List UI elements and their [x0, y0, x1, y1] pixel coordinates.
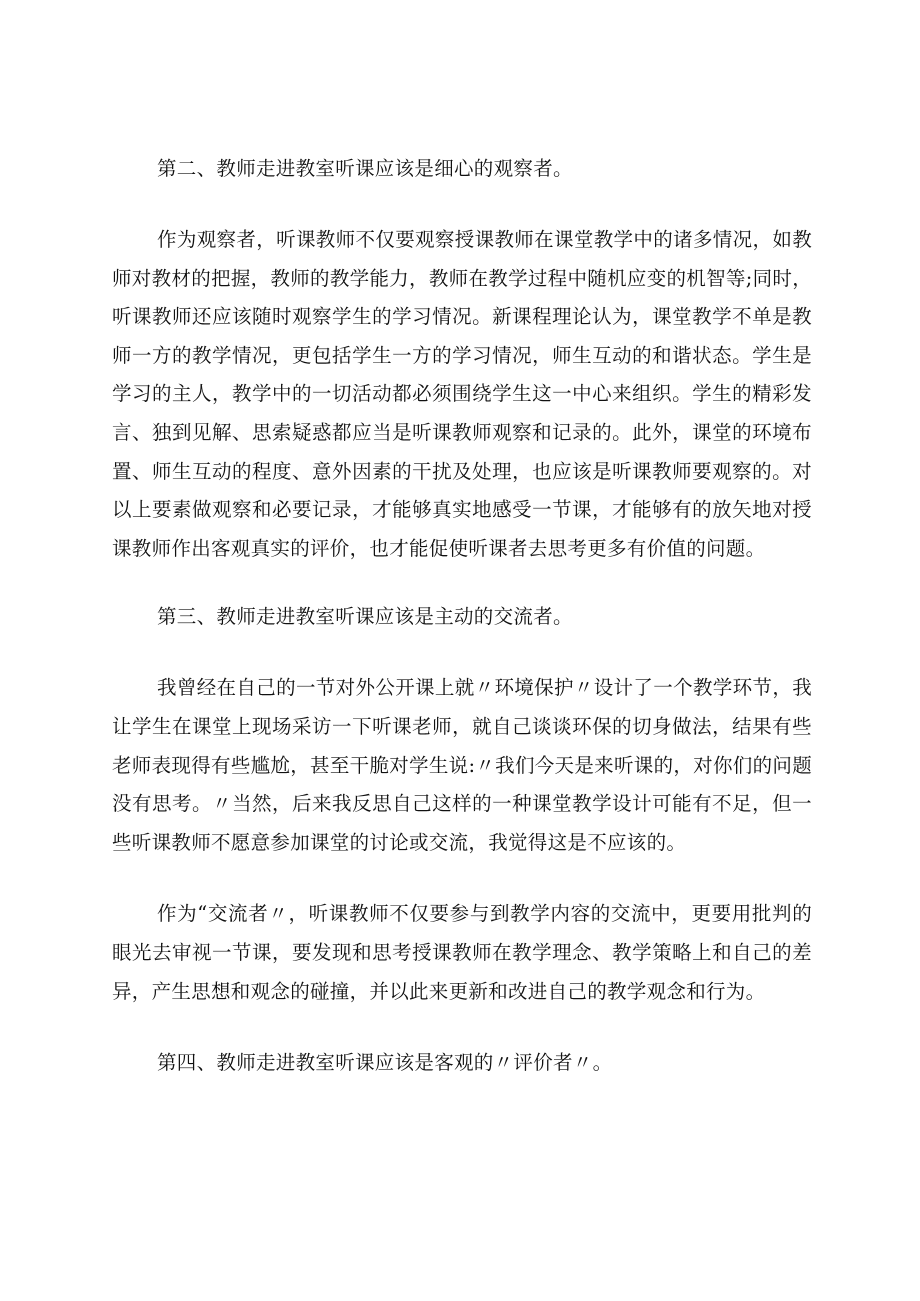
- section-heading-evaluator: 第四、教师走进教室听课应该是客观的〃评价者〃。: [157, 1051, 613, 1075]
- paragraph-communicator-role: 作为“交流者〃，听课教师不仅要参与到教学内容的交流中，更要用批判的眼光去审视一节课，要发现和思考授课教师在教学理念、教学策略上和自己的差异，产生思想和观念的碰撞，并以此来更新和改进自己的教学观念和行为。: [112, 902, 812, 1003]
- section-heading-observer: 第二、教师走进教室听课应该是细心的观察者。: [157, 157, 573, 180]
- paragraph-open-class-example: 我曾经在自己的一节对外公开课上就〃环境保护〃设计了一个教学环节，我让学生在课堂上现场采访一下听课老师，就自己谈谈环保的切身做法，结果有些老师表现得有些尴尬，甚至干脆对学生说:〃我们今天是来听课的，对你们的问题没有思考。〃当然，后来我反思自己这样的一种课堂教学设计可能有不足，但一些听课教师不愿意参加课堂的讨论或交流，我觉得这是不应该的。: [112, 676, 812, 854]
- document-page: [112, 150, 812, 1082]
- section-heading-communicator: 第三、教师走进教室听课应该是主动的交流者。: [157, 605, 573, 629]
- paragraph-observer: 作为观察者，听课教师不仅要观察授课教师在课堂教学中的诸多情况，如教师对教材的把握，教师的教学能力，教师在教学过程中随机应变的机智等;同时，听课教师还应该随时观察学生的学习情况。新课程理论认为，课堂教学不单是教师一方的教学情况，更包括学生一方的学习情况，师生互动的和谐状态。学生是学习的主人，教学中的一切活动都必须围绕学生这一中心来组织。学生的精彩发言、独到见解、思索疑惑都应当是听课教师观察和记录的。此外，课堂的环境布置、师生互动的程度、意外因素的干扰及处理，也应该是听课教师要观察的。对以上要素做观察和必要记录，才能够真实地感受一节课，才能够有的放矢地对授课教师作出客观真实的评价，也才能促使听课者去思考更多有价值的问题。: [112, 228, 812, 560]
